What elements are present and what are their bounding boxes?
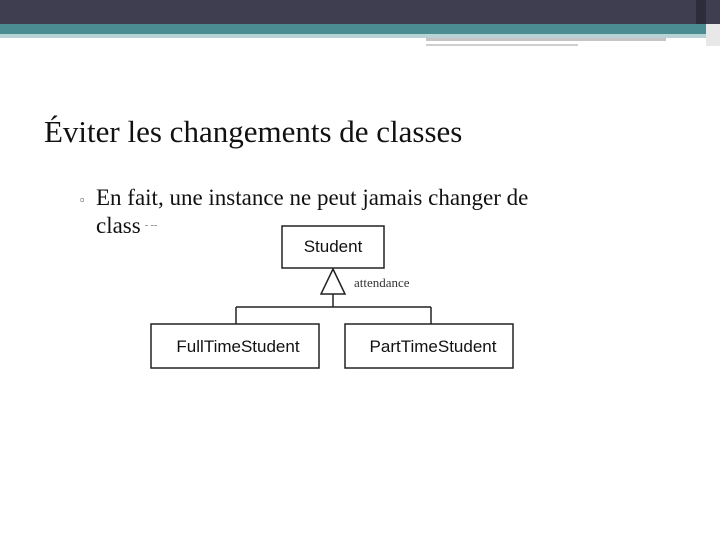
truncation-mark: - -- [144,220,158,231]
class-name-fulltime: FullTimeStudent [176,337,300,356]
class-name-student: Student [303,237,363,256]
slide-title: Éviter les changements de classes [44,114,463,149]
discriminator-label: attendance [354,275,410,290]
bullet-line-tail: class [96,213,141,238]
bullet-line: En fait, une instance ne peut jamais changer de [96,185,529,210]
bullet-icon: ▫ [80,192,85,207]
class-name-parttime: PartTimeStudent [369,337,497,356]
inheritance-triangle-icon [321,269,345,294]
